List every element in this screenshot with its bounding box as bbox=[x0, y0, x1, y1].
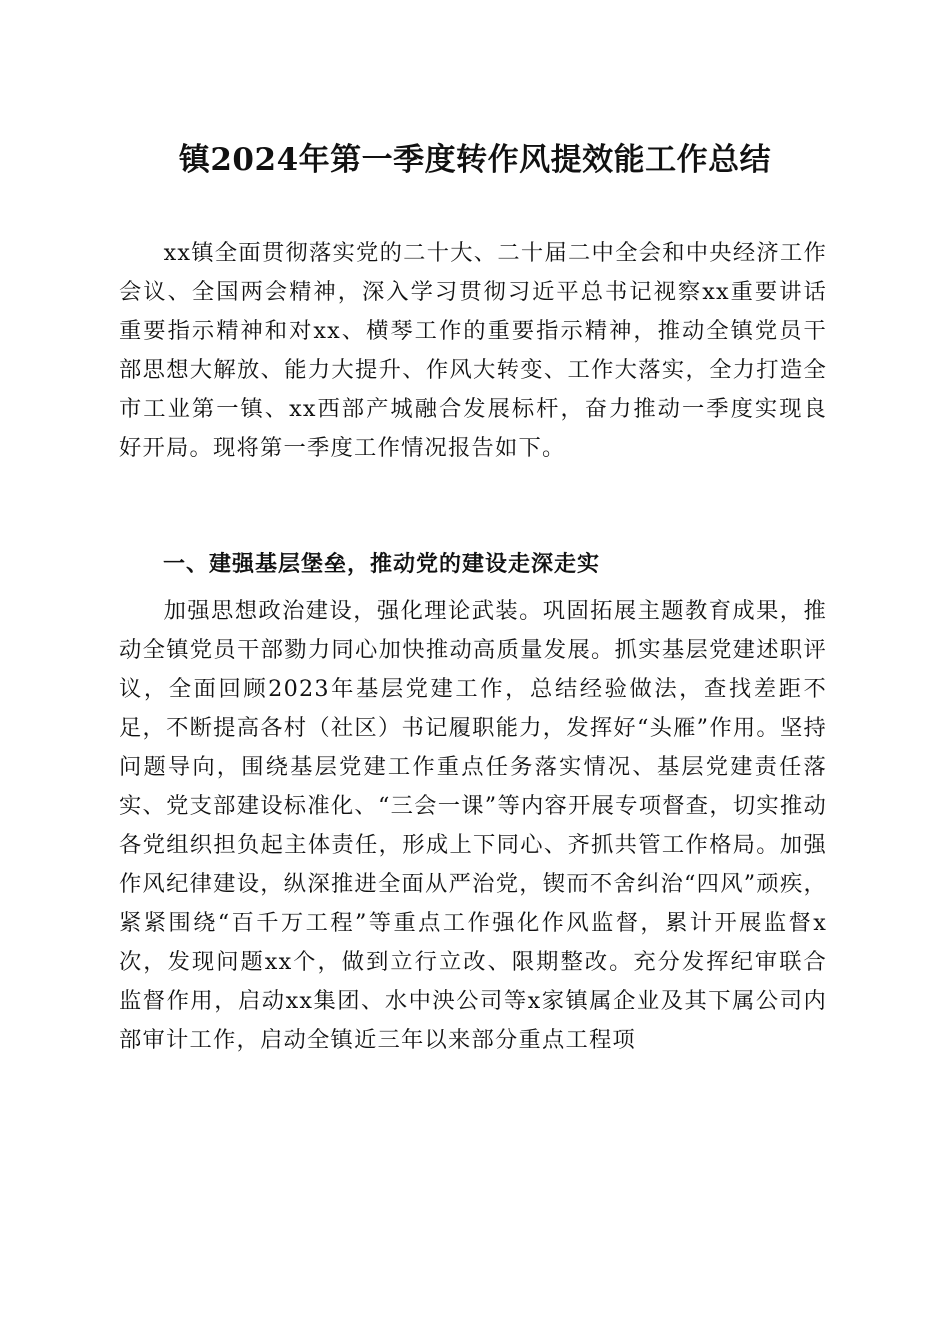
section-heading: 一、建强基层堡垒，推动党的建设走深走实 bbox=[163, 552, 601, 577]
document-title: 镇2024年第一季度转作风提效能工作总结 bbox=[178, 142, 772, 178]
section-paragraph: 加强思想政治建设，强化理论武装。巩固拓展主题教育成果，推动全镇党员干部勠力同心加快推动高质量发展。抓实基层党建述职评议，全面回顾2023年基层党建工作，总结经验做法，查找差距不足，不断提高各村（社区）书记履职能力，发挥好“头雁”作用。坚持问题导向，围绕基层党建工作重点任务落实情况、基层党建责任落实、党支部建设标准化、“三会一课”等内容开展专项督查，切实推动各党组织担负起主体责任，形成上下同心、齐抓共管工作格局。加强作风纪律建设，纵深推进全面从严治党，锲而不舍纠治“四风”顽疾，紧紧围绕“百千万工程”等重点工作强化作风监督，累计开展监督x次，发现问题xx个，做到立行立改、限期整改。充分发挥纪审联合监督作用，启动xx集团、水中泱公司等x家镇属企业及其下属公司内部审计工作，启动全镇近三年以来部分重点工程项 bbox=[119, 598, 827, 1053]
intro-paragraph: xx镇全面贯彻落实党的二十大、二十届二中全会和中央经济工作会议、全国两会精神，深入学习贯彻习近平总书记视察xx重要讲话重要指示精神和对xx、横琴工作的重要指示精神，推动全镇党员干部思想大解放、能力大提升、作风大转变、工作大落实，全力打造全市工业第一镇、xx西部产城融合发展标杆，奋力推动一季度实现良好开局。现将第一季度工作情况报告如下。 bbox=[119, 240, 827, 461]
